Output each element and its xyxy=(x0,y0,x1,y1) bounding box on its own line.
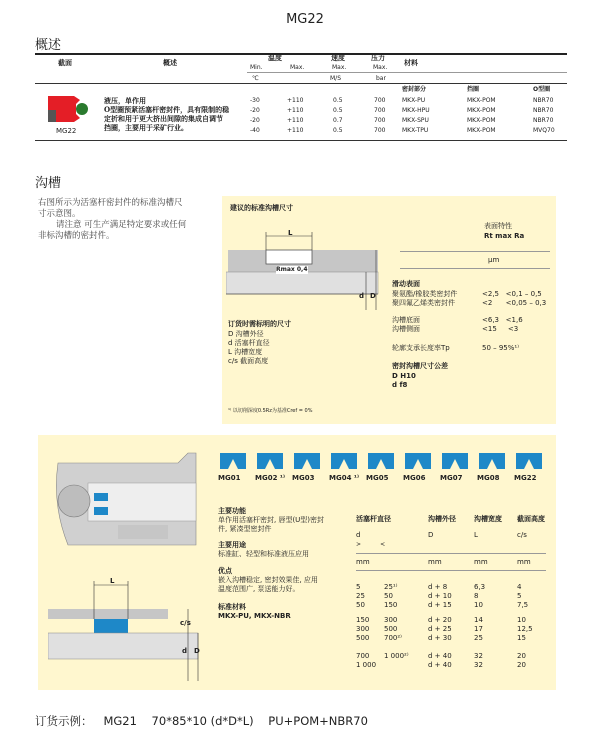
bearing-label: 轮廓支承长度率Tp xyxy=(392,344,450,352)
profile-label: MG02 ¹⁾ xyxy=(255,474,285,482)
order-dims-title: 订货时需标明的尺寸 xyxy=(228,320,291,328)
desc-line: 定折和用于更大挤出间隙的集成自调节 xyxy=(104,114,223,123)
table-row xyxy=(356,616,546,625)
groove-intro-line: 右图所示为活塞杆密封件的标准沟槽尺 xyxy=(38,198,183,208)
tolerance-title: 密封沟槽尺寸公差 xyxy=(392,362,448,370)
cell-c: d + 20 xyxy=(428,616,452,624)
order-dim-1: D 沟槽外径 xyxy=(228,330,264,338)
mg22-profile-icon xyxy=(46,92,90,124)
cell-e: 8 xyxy=(474,592,479,600)
cell-b: 500 xyxy=(384,625,398,633)
cell-e: 6,3 xyxy=(474,583,486,591)
header-speed-max: Max. xyxy=(332,64,347,71)
material-title: 标准材料 xyxy=(218,603,246,611)
page-title: MG22 xyxy=(286,12,324,27)
sym-L: L xyxy=(474,531,478,539)
cell-retainer: MKX-POM xyxy=(467,97,496,104)
sym-cs: c/s xyxy=(517,531,527,539)
unit-um: μm xyxy=(488,256,500,264)
cell-seal: MKX-SPU xyxy=(402,117,429,124)
cell-retainer: MKX-POM xyxy=(467,127,496,134)
cell-a: 50 xyxy=(356,601,365,609)
function-title: 主要功能 xyxy=(218,507,246,515)
cell-f: 20 xyxy=(517,661,526,669)
groove-label-r: Rmax 0,4 xyxy=(276,266,308,273)
cell-c: d + 8 xyxy=(428,583,448,591)
surface-title: 表面特性 xyxy=(484,222,512,230)
table-row xyxy=(356,634,546,643)
cell-f: 20 xyxy=(517,652,526,660)
groove-label-D: D xyxy=(370,292,376,300)
table-row xyxy=(356,592,546,601)
cell-f: 10 xyxy=(517,616,526,624)
unit-pressure: bar xyxy=(376,75,386,82)
profile-label: MG07 xyxy=(440,474,463,482)
header-speed: 速度 xyxy=(331,54,345,62)
groove-intro-line: 请注意 可生产满足特定要求或任何 xyxy=(56,220,187,230)
sliding-1-value: <2,5 <0,1 – 0,5 xyxy=(482,290,542,298)
cell-a: 150 xyxy=(356,616,370,624)
cell-c: d + 25 xyxy=(428,625,452,633)
rod-seal-drawing xyxy=(48,445,198,555)
col-rod: 活塞杆直径 xyxy=(356,515,391,523)
cell-speed: 0.5 xyxy=(333,97,343,104)
cell-e: 17 xyxy=(474,625,483,633)
function-line: 件, 紧凑型密封件 xyxy=(218,525,272,533)
cell-b: 1 000²⁾ xyxy=(384,652,409,660)
unit-temp: ℃ xyxy=(252,75,259,82)
table-row xyxy=(247,97,567,107)
sliding-2-value: <2 <0,05 – 0,3 xyxy=(482,299,547,307)
table-row xyxy=(247,127,567,137)
profile-label: MG01 xyxy=(218,474,241,482)
use-title: 主要用途 xyxy=(218,541,246,549)
cell-tmax: +110 xyxy=(287,107,304,114)
mm-rod: mm xyxy=(356,558,370,566)
tolerance-1: D H10 xyxy=(392,372,416,380)
profile-label: MG05 xyxy=(366,474,389,482)
subheader-retainer: 挡圈 xyxy=(467,86,480,93)
cell-a: 5 xyxy=(356,583,361,591)
header-temp-max: Max. xyxy=(290,64,305,71)
desc-line: 液压，单作用 xyxy=(104,96,146,105)
cell-tmax: +110 xyxy=(287,117,304,124)
groove-dimension-panel xyxy=(222,196,556,424)
cell-tmax: +110 xyxy=(287,97,304,104)
cell-a: 25 xyxy=(356,592,365,600)
header-section: 截面 xyxy=(58,59,72,67)
col-outer: 沟槽外径 xyxy=(428,515,456,523)
section-overview-heading: 概述 xyxy=(35,38,62,53)
profile-panel xyxy=(38,435,556,690)
header-temp: 温度 xyxy=(268,54,282,62)
cell-tmin: -20 xyxy=(250,117,260,124)
cell-speed: 0.5 xyxy=(333,107,343,114)
order-dim-4: c/s 截面高度 xyxy=(228,357,269,365)
cell-pressure: 700 xyxy=(374,107,386,114)
sliding-title: 滑动表面 xyxy=(392,280,420,288)
mm-height: mm xyxy=(517,558,531,566)
cell-seal: MKX-PU xyxy=(402,97,426,104)
cell-speed: 0.7 xyxy=(333,117,343,124)
mm-width: mm xyxy=(474,558,488,566)
cell-pressure: 700 xyxy=(374,117,386,124)
cell-oring: NBR70 xyxy=(533,107,554,114)
panel1-title: 建议的标准沟槽尺寸 xyxy=(230,204,293,212)
sym-range: > < xyxy=(356,541,386,548)
cell-tmin: -20 xyxy=(250,107,260,114)
subheader-seal: 密封部分 xyxy=(402,86,427,93)
cell-e: 14 xyxy=(474,616,483,624)
sym-d: d xyxy=(356,531,361,539)
profile-label: MG06 xyxy=(403,474,426,482)
order-dim-3: L 沟槽宽度 xyxy=(228,348,263,356)
groove-bottom-value: <6,3 <1,6 xyxy=(482,316,523,324)
cell-b: 150 xyxy=(384,601,398,609)
section-groove-heading: 沟槽 xyxy=(35,176,62,191)
use-line: 标准缸、轻型和标准液压应用 xyxy=(218,550,309,558)
table-row xyxy=(356,583,546,592)
profile-label: MG03 xyxy=(292,474,315,482)
table-row xyxy=(247,117,567,127)
cell-e: 25 xyxy=(474,634,483,642)
cell-b: 300 xyxy=(384,616,398,624)
tolerance-2: d f8 xyxy=(392,381,408,389)
desc-line: 挡圈，主要用于采矿行业。 xyxy=(104,123,188,132)
profile-shape-icon xyxy=(514,451,544,471)
cell-e: 32 xyxy=(474,652,483,660)
groove-side-value: <15 <3 xyxy=(482,325,519,333)
cell-c: d + 15 xyxy=(428,601,452,609)
mg22-label: MG22 xyxy=(56,127,77,135)
header-pressure-max: Max. xyxy=(373,64,388,71)
cell-c: d + 30 xyxy=(428,634,452,642)
advantage-title: 优点 xyxy=(218,567,232,575)
cell-pressure: 700 xyxy=(374,97,386,104)
header-temp-min: Min. xyxy=(250,64,263,71)
mg22-description xyxy=(104,96,250,132)
order-example: 订货示例： MG21 70*85*10 (d*D*L) PU+POM+NBR70 xyxy=(35,714,368,728)
header-desc: 概述 xyxy=(163,59,177,67)
groove-label-L: L xyxy=(288,229,293,237)
groove-intro-line: 非标沟槽的密封件。 xyxy=(38,231,115,241)
cell-speed: 0.5 xyxy=(333,127,343,134)
desc-line: O型圈预紧活塞杆密封件，具有限制的稳 xyxy=(104,105,230,114)
groove-intro xyxy=(38,198,218,242)
material-line: MKX-PU, MKX-NBR xyxy=(218,612,291,620)
header-pressure: 压力 xyxy=(371,54,385,62)
cell-oring: NBR70 xyxy=(533,117,554,124)
cell-tmax: +110 xyxy=(287,127,304,134)
header-material: 材料 xyxy=(404,59,418,67)
cell-pressure: 700 xyxy=(374,127,386,134)
profile-label: MG04 ¹⁾ xyxy=(329,474,359,482)
sliding-1: 聚氨酯/橡胶类密封件 xyxy=(392,290,458,298)
cell-a: 700 xyxy=(356,652,370,660)
groove-label-d: d xyxy=(359,292,365,300)
subheader-oring: O型圈 xyxy=(533,86,551,93)
cs-label-cs: c/s xyxy=(180,619,191,627)
profile-shape-icon xyxy=(218,451,248,471)
table-row xyxy=(247,107,567,117)
cell-a: 300 xyxy=(356,625,370,633)
cell-oring: NBR70 xyxy=(533,97,554,104)
order-dim-2: d 活塞杆直径 xyxy=(228,339,270,347)
groove-intro-line: 寸示意图。 xyxy=(38,209,81,219)
cell-c: d + 40 xyxy=(428,661,452,669)
panel1-footnote: ¹⁾ 以切削深度0.5Rz为基准Cref = 0% xyxy=(228,408,313,414)
cell-f: 5 xyxy=(517,592,522,600)
advantage-line: 温度范围广, 泵送能力好。 xyxy=(218,585,300,593)
profile-shape-icon xyxy=(440,451,470,471)
profile-shape-icon xyxy=(366,451,396,471)
cell-f: 7,5 xyxy=(517,601,529,609)
table-row xyxy=(356,661,546,670)
profile-shape-icon xyxy=(403,451,433,471)
profile-shape-icon xyxy=(477,451,507,471)
cell-b: 700²⁾ xyxy=(384,634,402,642)
cell-f: 15 xyxy=(517,634,526,642)
bearing-value: 50 – 95%¹⁾ xyxy=(482,344,519,352)
cell-seal: MKX-HPU xyxy=(402,107,430,114)
profile-list xyxy=(218,469,548,505)
cell-e: 32 xyxy=(474,661,483,669)
cell-retainer: MKX-POM xyxy=(467,107,496,114)
table-row xyxy=(356,652,546,661)
profile-shape-icon xyxy=(255,451,285,471)
cell-f: 4 xyxy=(517,583,522,591)
cell-f: 12,5 xyxy=(517,625,533,633)
function-line: 单作用活塞杆密封, 唇型(U型)密封 xyxy=(218,516,325,524)
cell-c: d + 40 xyxy=(428,652,452,660)
groove-bottom: 沟槽底面 xyxy=(392,316,420,324)
col-height: 截面高度 xyxy=(517,515,545,523)
groove-side: 沟槽侧面 xyxy=(392,325,420,333)
cell-seal: MKX-TPU xyxy=(402,127,429,134)
surface-sub: Rt max Ra xyxy=(484,232,525,240)
cell-retainer: MKX-POM xyxy=(467,117,496,124)
cell-oring: MVQ70 xyxy=(533,127,555,134)
cs-label-d: d xyxy=(182,647,188,655)
advantage-line: 嵌入沟槽稳定, 密封效果佳, 应用 xyxy=(218,576,318,584)
table-row xyxy=(356,601,546,610)
cs-label-D: D xyxy=(194,647,200,655)
cell-tmin: -30 xyxy=(250,97,260,104)
profile-shape-icon xyxy=(329,451,359,471)
cell-tmin: -40 xyxy=(250,127,260,134)
profile-shape-icon xyxy=(292,451,322,471)
profile-label: MG08 xyxy=(477,474,500,482)
sym-D: D xyxy=(428,531,434,539)
profile-label: MG22 xyxy=(514,474,537,482)
cell-e: 10 xyxy=(474,601,483,609)
col-width: 沟槽宽度 xyxy=(474,515,502,523)
cell-b: 25¹⁾ xyxy=(384,583,398,591)
table-row xyxy=(356,625,546,634)
cell-c: d + 10 xyxy=(428,592,452,600)
cell-a: 1 000 xyxy=(356,661,377,669)
sliding-2: 聚四氟乙烯类密封件 xyxy=(392,299,455,307)
cs-label-L: L xyxy=(110,577,115,585)
cell-a: 500 xyxy=(356,634,370,642)
mm-outer: mm xyxy=(428,558,442,566)
groove-cs-drawing xyxy=(48,573,206,685)
cell-b: 50 xyxy=(384,592,393,600)
unit-speed: M/S xyxy=(330,75,342,82)
